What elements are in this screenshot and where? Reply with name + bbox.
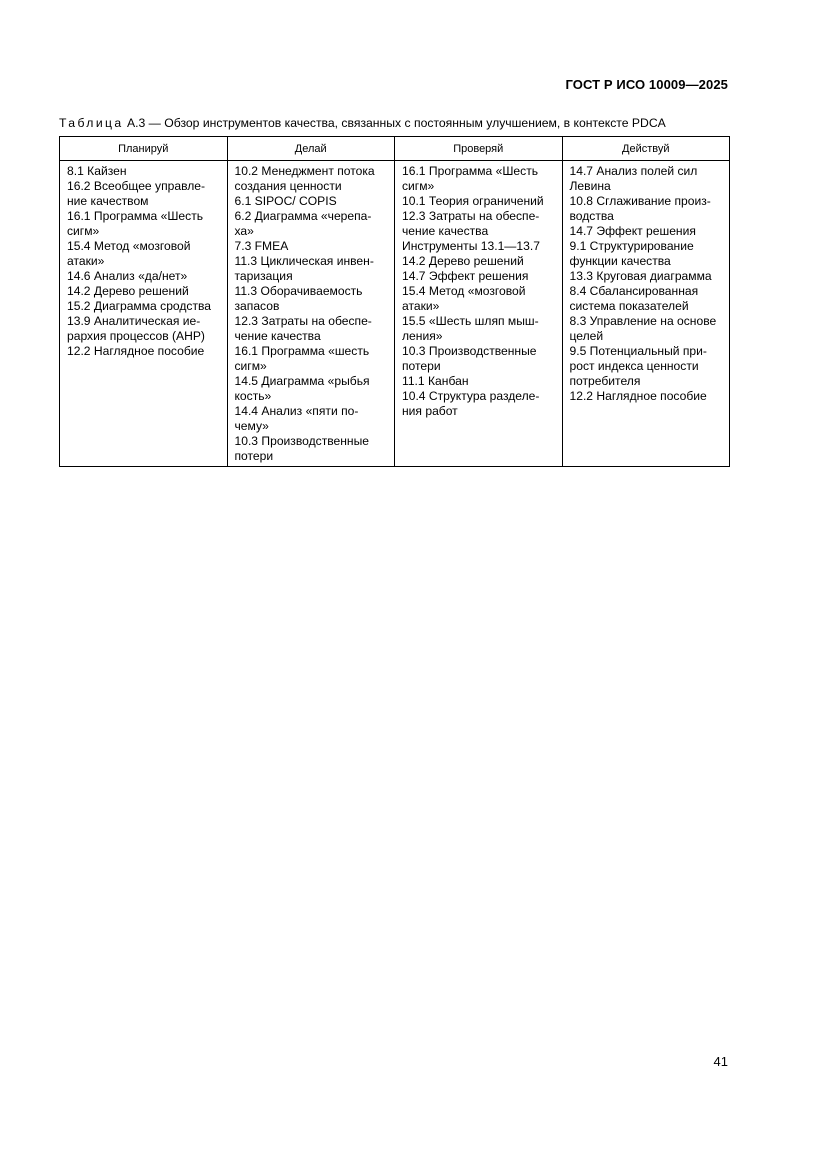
cell-line: 6.2 Диаграмма «черепа- (234, 209, 372, 223)
cell-line: 10.4 Структура разделе- (402, 389, 540, 403)
cell-line: Левина (569, 179, 611, 193)
cell-line: таризация (234, 269, 293, 283)
cell-line: чение качества (234, 329, 321, 343)
cell-line: кость» (234, 389, 272, 403)
table-caption-text: — Обзор инструментов качества, связанных с постоянным улучшением, в контексте PDCA (148, 116, 666, 130)
cell-line: 8.1 Кайзен (67, 164, 127, 178)
cell-line: 8.4 Сбалансированная (569, 284, 699, 298)
column-header-plan: Планируй (60, 137, 228, 161)
cell-plan (60, 161, 228, 467)
cell-line: сигм» (67, 224, 100, 238)
cell-line: 14.6 Анализ «да/нет» (67, 269, 188, 283)
cell-line: 10.8 Сглаживание произ- (569, 194, 711, 208)
cell-line: 10.3 Производственные (402, 344, 537, 358)
cell-line: 11.3 Оборачиваемость (234, 284, 363, 298)
cell-line: запасов (234, 299, 280, 313)
table-caption (59, 116, 666, 130)
cell-line: 14.7 Эффект решения (569, 224, 696, 238)
cell-line: 16.1 Программа «Шесть (402, 164, 539, 178)
cell-line: создания ценности (234, 179, 342, 193)
cell-check (395, 161, 563, 467)
cell-line: Инструменты 13.1—13.7 (402, 239, 540, 253)
table-caption-label: Таблица (59, 116, 124, 130)
cell-line: чему» (234, 419, 269, 433)
cell-line: 15.4 Метод «мозговой (402, 284, 526, 298)
cell-line: 6.1 SIPOC/ COPIS (234, 194, 337, 208)
cell-line: 9.1 Структурирование (569, 239, 694, 253)
cell-line: ние качеством (67, 194, 149, 208)
cell-line: потери (402, 359, 441, 373)
cell-line: 15.5 «Шесть шляп мыш- (402, 314, 539, 328)
cell-line: сигм» (402, 179, 435, 193)
page-number: 41 (713, 1054, 728, 1069)
column-header-act: Действуй (562, 137, 730, 161)
cell-line: 10.2 Менеджмент потока (234, 164, 375, 178)
cell-line: 10.3 Производственные (234, 434, 370, 448)
cell-line: 10.1 Теория ограничений (402, 194, 544, 208)
cell-line: 14.5 Диаграмма «рыбья (234, 374, 370, 388)
cell-line: система показателей (569, 299, 689, 313)
cell-line: потери (234, 449, 274, 463)
table-caption-number: А.3 (126, 116, 146, 130)
cell-line: 7.3 FMEA (234, 239, 289, 253)
cell-line: ния работ (402, 404, 458, 418)
cell-line: 14.7 Эффект решения (402, 269, 529, 283)
cell-line: потребителя (569, 374, 641, 388)
cell-line: 12.2 Наглядное пособие (569, 389, 707, 403)
cell-line: 8.3 Управление на основе (569, 314, 717, 328)
cell-line: 15.2 Диаграмма сродства (67, 299, 212, 313)
cell-line: 15.4 Метод «мозговой (67, 239, 191, 253)
cell-line: 9.5 Потенциальный при- (569, 344, 707, 358)
cell-line: чение качества (402, 224, 489, 238)
cell-line: ления» (402, 329, 443, 343)
cell-line: 11.3 Циклическая инвен- (234, 254, 374, 268)
pdca-table (59, 136, 730, 467)
cell-line: 13.3 Круговая диаграмма (569, 269, 712, 283)
cell-line: 12.2 Наглядное пособие (67, 344, 205, 358)
table-row (60, 161, 730, 467)
cell-line: 12.3 Затраты на обеспе- (234, 314, 372, 328)
cell-line: функции качества (569, 254, 671, 268)
cell-line: 14.7 Анализ полей сил (569, 164, 698, 178)
cell-line: атаки» (402, 299, 440, 313)
cell-act (562, 161, 730, 467)
cell-do (227, 161, 395, 467)
cell-line: 16.1 Программа «Шесть (67, 209, 204, 223)
cell-line: 13.9 Аналитическая ие- (67, 314, 201, 328)
column-header-check: Проверяй (395, 137, 563, 161)
cell-line: 11.1 Канбан (402, 374, 469, 388)
cell-line: 12.3 Затраты на обеспе- (402, 209, 540, 223)
cell-line: целей (569, 329, 604, 343)
cell-line: рархия процессов (АНР) (67, 329, 205, 343)
cell-line: 16.1 Программа «шесть (234, 344, 370, 358)
cell-line: 14.4 Анализ «пяти по- (234, 404, 359, 418)
cell-line: водства (569, 209, 614, 223)
cell-line: рост индекса ценности (569, 359, 699, 373)
cell-line: 16.2 Всеобщее управле- (67, 179, 206, 193)
cell-line: 14.2 Дерево решений (67, 284, 189, 298)
cell-line: 14.2 Дерево решений (402, 254, 524, 268)
cell-line: ха» (234, 224, 254, 238)
cell-line: атаки» (67, 254, 105, 268)
column-header-do: Делай (227, 137, 395, 161)
document-header: ГОСТ Р ИСО 10009—2025 (565, 77, 728, 92)
table-header-row (60, 137, 730, 161)
cell-line: сигм» (234, 359, 267, 373)
